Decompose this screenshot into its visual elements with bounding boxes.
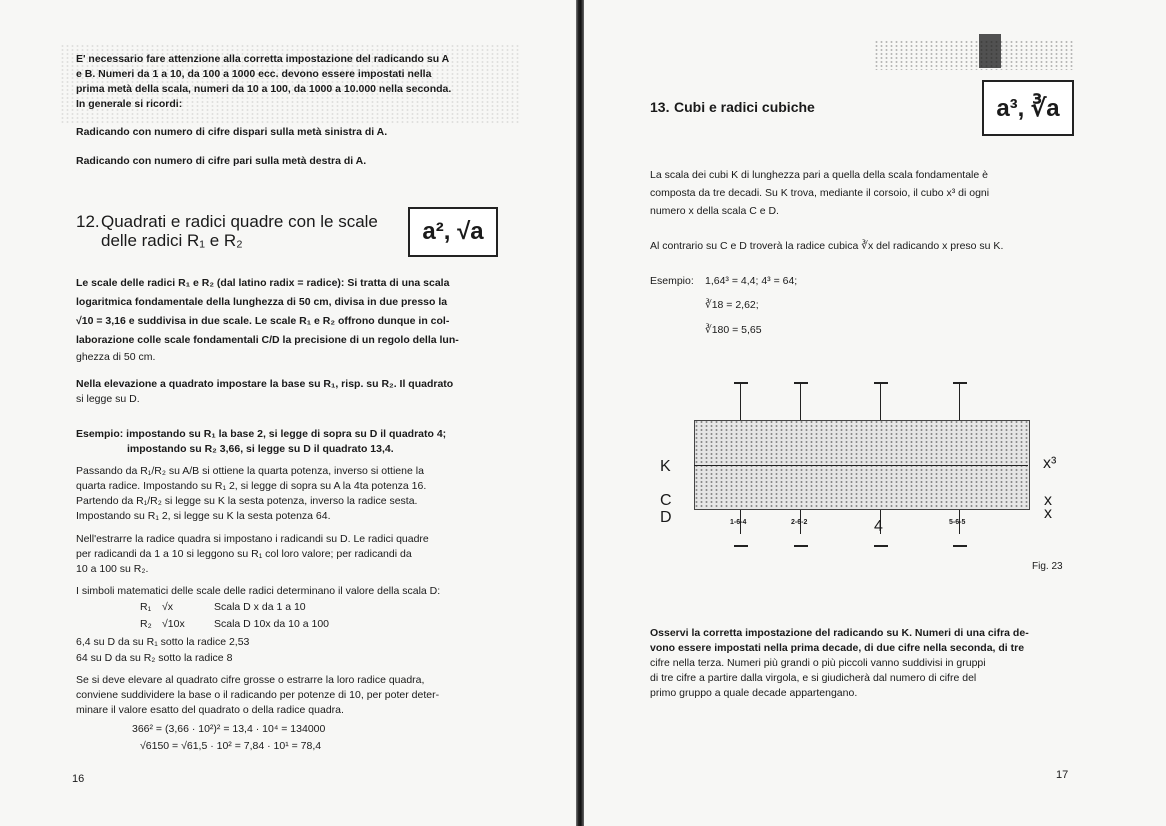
formula-box: a³, ∛a [982,80,1074,136]
figure-caption: Fig. 23 [1032,561,1063,572]
right-label-x: x [1044,505,1052,522]
paragraph-line: La scala dei cubi K di lunghezza pari a quella della scala fondamentale è [650,169,988,181]
cursor-cap [794,545,808,547]
paragraph-line: Impostando su R₁ 2, si legge su K la sesta potenza 64. [76,510,331,522]
rule-divider [694,465,1028,466]
symbol-scale: R₂ [140,618,152,630]
note-line: primo gruppo a quale decade appartengano. [650,687,858,699]
rule-texture [694,420,1028,508]
section-number: 13. [650,99,670,115]
paragraph-line: logaritmica fondamentale della lunghezza di 50 cm, divisa in due presso la [76,296,448,308]
tick-label: 4 [874,518,883,535]
section-number: 12. [76,212,100,231]
note-line: Osservi la corretta impostazione del radicando su K. Numeri di una cifra de- [650,627,1029,639]
equation: √6150 = √61,5 · 10² = 7,84 · 10¹ = 78,4 [140,740,322,752]
scale-label-d: D [660,509,672,526]
page-number: 17 [1056,769,1069,781]
equation: 366² = (3,66 · 10²)² = 13,4 · 10⁴ = 134000 [132,723,326,735]
book-gutter [576,0,584,826]
example-value: ∛180 = 5,65 [705,324,762,336]
cursor-cap [874,382,888,384]
paragraph-line: per radicandi da 1 a 10 si leggono su R₁ col loro valore; per radicandi da [76,548,412,560]
scale-label-c: C [660,492,672,509]
note-line: vono essere impostati nella prima decade, di due cifre nella seconda, di tre [650,642,1025,654]
rule-odd: Radicando con numero di cifre dispari sulla metà sinistra di A. [76,126,388,138]
intro-line: e B. Numeri da 1 a 10, da 100 a 1000 ecc. devono essere impostati nella [76,68,432,80]
paragraph-line: composta da tre decadi. Su K trova, mediante il corsoio, il cubo x³ di ogni [650,187,990,199]
cursor-cap [734,382,748,384]
cursor-cap [953,545,967,547]
paragraph-line: quarta radice. Impostando su R₁ 2, si legge di sopra su A la 4ta potenza 16. [76,480,427,492]
section-title: Cubi e radici cubiche [674,99,815,115]
symbol-root: √x [162,601,174,613]
section-title: Quadrati e radici quadre con le scale [101,212,378,231]
paragraph-line: numero x della scala C e D. [650,205,779,217]
paragraph-line: 10 a 100 su R₂. [76,563,149,575]
print-noise [979,34,1001,68]
intro-line: E' necessario fare attenzione alla corretta impostazione del radicando su A [76,53,450,65]
paragraph-line: Le scale delle radici R₁ e R₂ (dal latino radix = radice): Si tratta di una scala [76,277,450,289]
paragraph-line: I simboli matematici delle scale delle radici determinano il valore della scala D: [76,585,441,597]
tick-label: 1-6-4 [730,519,747,526]
symbol-scale: R₁ [140,601,152,613]
paragraph-line: Se si deve elevare al quadrato cifre grosse o estrarre la loro radice quadra, [76,674,425,686]
paragraph-line: Nell'estrarre la radice quadra si impostano i radicandi su D. Le radici quadre [76,533,429,545]
example-line: 64 su D da su R₂ sotto la radice 8 [76,652,233,664]
rule-even: Radicando con numero di cifre pari sulla metà destra di A. [76,155,367,167]
cursor-cap [953,382,967,384]
paragraph-line: conviene suddividere la base o il radicando per potenze di 10, per poter deter- [76,689,440,701]
symbol-desc: Scala D x da 1 a 10 [214,601,306,613]
intro-line: prima metà della scala, numeri da 10 a 100, da 1000 a 10.000 nella seconda. [76,83,452,95]
paragraph-line: Passando da R₁/R₂ su A/B si ottiene la quarta potenza, inverso si ottiene la [76,465,424,477]
right-label-x: x [1044,492,1052,509]
note-line: cifre nella terza. Numeri più grandi o più piccoli vanno suddivisi in gruppi [650,657,986,669]
example-value: ∛18 = 2,62; [705,299,759,311]
example-line: Esempio: impostando su R₁ la base 2, si legge di sopra su D il quadrato 4; [76,428,447,440]
paragraph-line: laborazione colle scale fondamentali C/D la precisione di un regolo della lun- [76,334,459,346]
tick-label: 5-6-5 [949,519,966,526]
right-label-x3: x³ [1043,455,1057,472]
paragraph-line: Al contrario su C e D troverà la radice cubica ∛x del radicando x preso su K. [650,240,1004,252]
intro-line: In generale si ricordi: [76,98,183,110]
formula-box: a², √a [408,207,498,257]
right-page [584,0,1166,826]
left-page [0,0,578,826]
paragraph-line: √10 = 3,16 e suddivisa in due scale. Le scale R₁ e R₂ offrono dunque in col- [76,315,450,327]
section-title: delle radici R₁ e R₂ [101,231,243,250]
example-line: impostando su R₂ 3,66, si legge su D il quadrato 13,4. [127,443,394,455]
page-number: 16 [72,773,85,785]
print-noise [874,40,1074,70]
paragraph-line: si legge su D. [76,393,140,405]
cursor-cap [734,545,748,547]
scale-label-k: K [660,458,671,475]
cursor-cap [874,545,888,547]
cursor-cap [794,382,808,384]
note-line: di tre cifre a partire dalla virgola, e si giudicherà dal numero di cifre del [650,672,977,684]
example-line: 6,4 su D da su R₁ sotto la radice 2,53 [76,636,250,648]
symbol-desc: Scala D 10x da 10 a 100 [214,618,329,630]
symbol-root: √10x [162,618,185,630]
example-label: Esempio: [650,275,694,287]
paragraph-line: Partendo da R₁/R₂ si legge su K la sesta potenza, inverso la radice sesta. [76,495,418,507]
example-value: 1,64³ = 4,4; 4³ = 64; [705,275,798,287]
paragraph-line: ghezza di 50 cm. [76,351,156,363]
paragraph-line: Nella elevazione a quadrato impostare la base su R₁, risp. su R₂. Il quadrato [76,378,454,390]
paragraph-line: minare il valore esatto del quadrato o della radice quadra. [76,704,344,716]
tick-label: 2-6-2 [791,519,808,526]
